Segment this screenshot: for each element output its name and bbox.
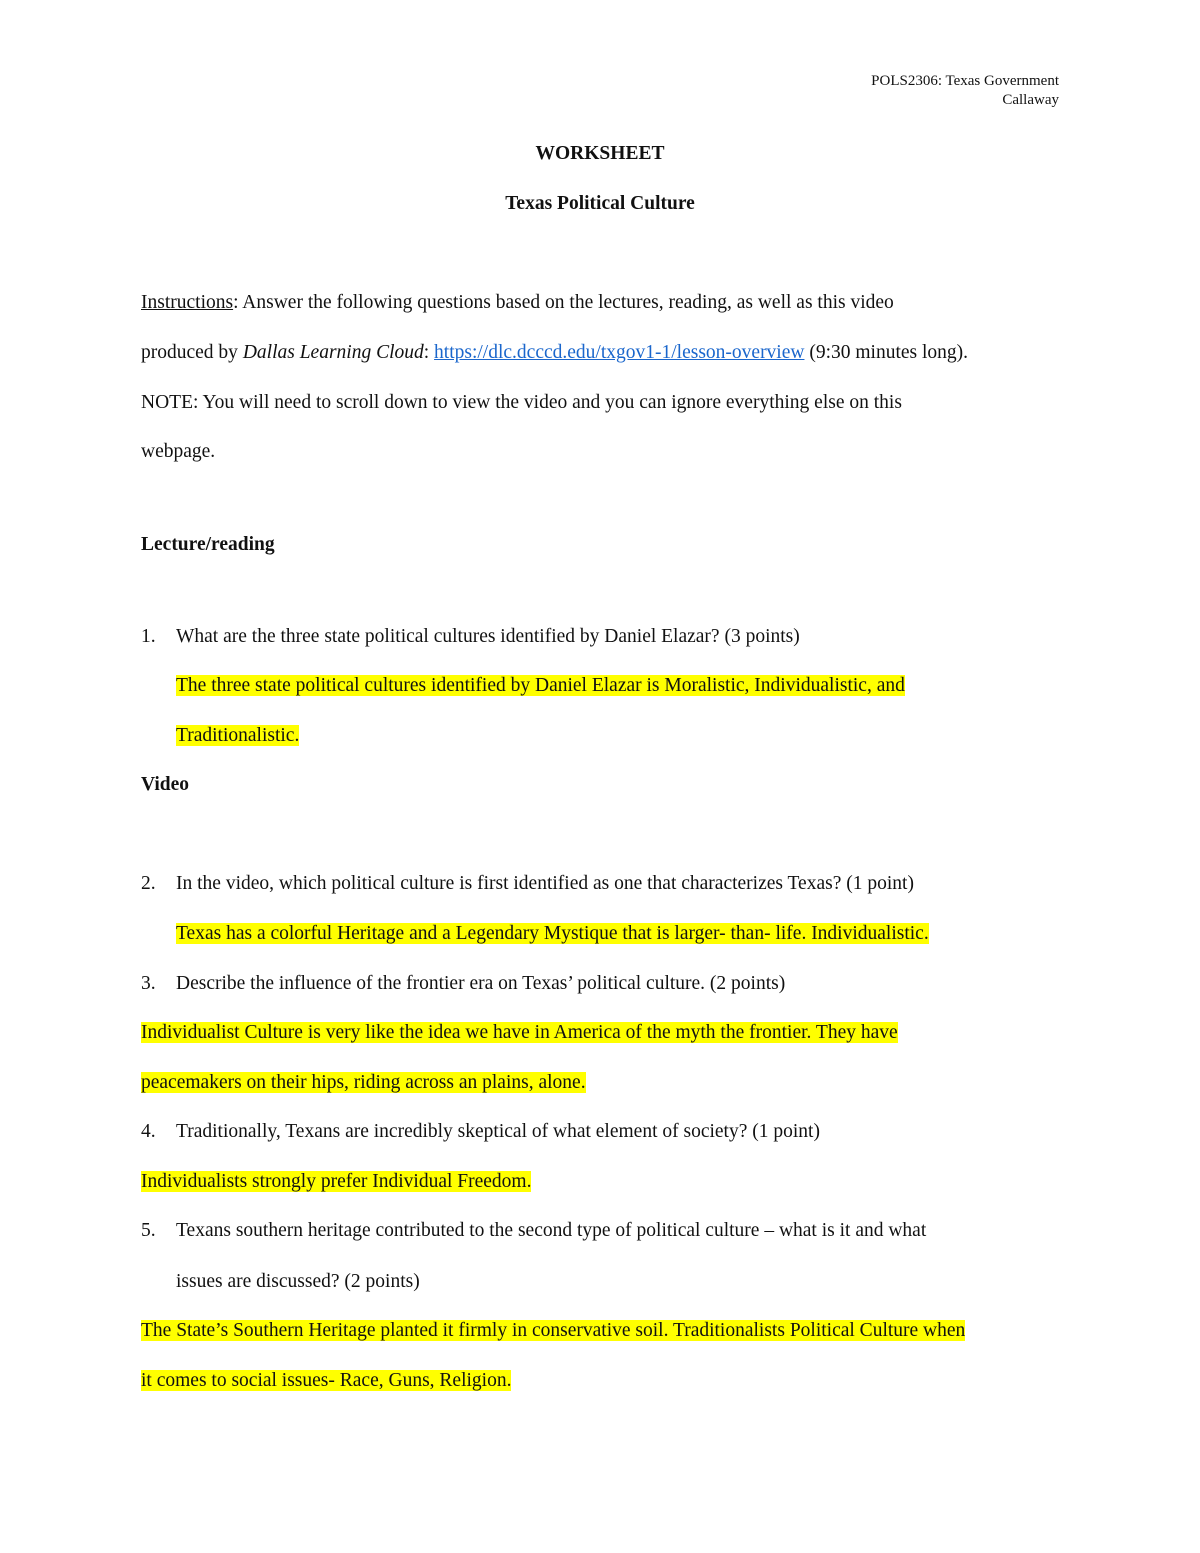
instructions-line-1 bbox=[141, 291, 894, 315]
answer-4 bbox=[141, 1170, 531, 1194]
answer-text: it comes to social issues- Race, Guns, Religion. bbox=[141, 1370, 512, 1391]
instructions-line-3: NOTE: You will need to scroll down to view the video and you can ignore everything else on this bbox=[141, 392, 902, 413]
answer-2 bbox=[176, 922, 929, 946]
answer-1-line-2 bbox=[176, 724, 299, 748]
question-number: 2. bbox=[141, 873, 156, 894]
question-number: 1. bbox=[141, 626, 156, 647]
answer-text: Individualist Culture is very like the idea we have in America of the myth the frontier. They have bbox=[141, 1022, 898, 1043]
instructions-line-2 bbox=[141, 341, 968, 365]
text: produced by bbox=[141, 342, 243, 363]
question-text: What are the three state political cultures identified by Daniel Elazar? (3 points) bbox=[176, 626, 800, 647]
page-subtitle: Texas Political Culture bbox=[505, 193, 695, 214]
question-number: 5. bbox=[141, 1220, 156, 1241]
instructions-label: Instructions bbox=[141, 292, 234, 313]
answer-1-line-1 bbox=[176, 674, 905, 698]
text: (9:30 minutes long). bbox=[804, 342, 969, 363]
question-2 bbox=[141, 872, 914, 896]
producer-name: Dallas Learning Cloud bbox=[242, 342, 424, 363]
answer-text: Traditionalistic. bbox=[176, 725, 300, 746]
answer-5-line-1 bbox=[141, 1319, 965, 1343]
header-instructor: Callaway bbox=[1002, 92, 1059, 108]
question-text: Traditionally, Texans are incredibly skeptical of what element of society? (1 point) bbox=[176, 1121, 820, 1142]
question-text: In the video, which political culture is first identified as one that characterizes Texas? (1 point) bbox=[176, 873, 914, 894]
question-number: 3. bbox=[141, 973, 156, 994]
instructions-text: : Answer the following questions based on the lectures, reading, as well as this video bbox=[233, 292, 894, 313]
question-5-line-2: issues are discussed? (2 points) bbox=[176, 1271, 420, 1292]
question-3 bbox=[141, 972, 785, 996]
question-text: Texans southern heritage contributed to the second type of political culture – what is it and what bbox=[176, 1220, 927, 1241]
question-1 bbox=[141, 625, 800, 649]
answer-5-line-2 bbox=[141, 1369, 511, 1393]
question-text: Describe the influence of the frontier era on Texas’ political culture. (2 points) bbox=[176, 973, 786, 994]
section-heading-lecture: Lecture/reading bbox=[141, 534, 275, 555]
answer-text: Individualists strongly prefer Individual Freedom. bbox=[141, 1171, 532, 1192]
answer-text: The three state political cultures identified by Daniel Elazar is Moralistic, Individualistic, and bbox=[176, 675, 905, 696]
question-number: 4. bbox=[141, 1121, 156, 1142]
section-heading-video: Video bbox=[141, 774, 190, 795]
header-course: POLS2306: Texas Government bbox=[871, 73, 1059, 89]
question-5 bbox=[141, 1219, 926, 1243]
answer-3-line-2 bbox=[141, 1071, 586, 1095]
answer-text: Texas has a colorful Heritage and a Legendary Mystique that is larger- than- life. Individualistic. bbox=[176, 923, 929, 944]
text: : bbox=[423, 342, 435, 363]
answer-3-line-1 bbox=[141, 1021, 898, 1045]
question-4 bbox=[141, 1120, 820, 1144]
instructions-line-4: webpage. bbox=[141, 441, 216, 462]
video-link[interactable]: https://dlc.dcccd.edu/txgov1-1/lesson-overview bbox=[434, 342, 805, 363]
answer-text: peacemakers on their hips, riding across an plains, alone. bbox=[141, 1072, 586, 1093]
answer-text: The State’s Southern Heritage planted it firmly in conservative soil. Traditionalists Political Culture when bbox=[141, 1320, 966, 1341]
page-title: WORKSHEET bbox=[535, 143, 665, 164]
